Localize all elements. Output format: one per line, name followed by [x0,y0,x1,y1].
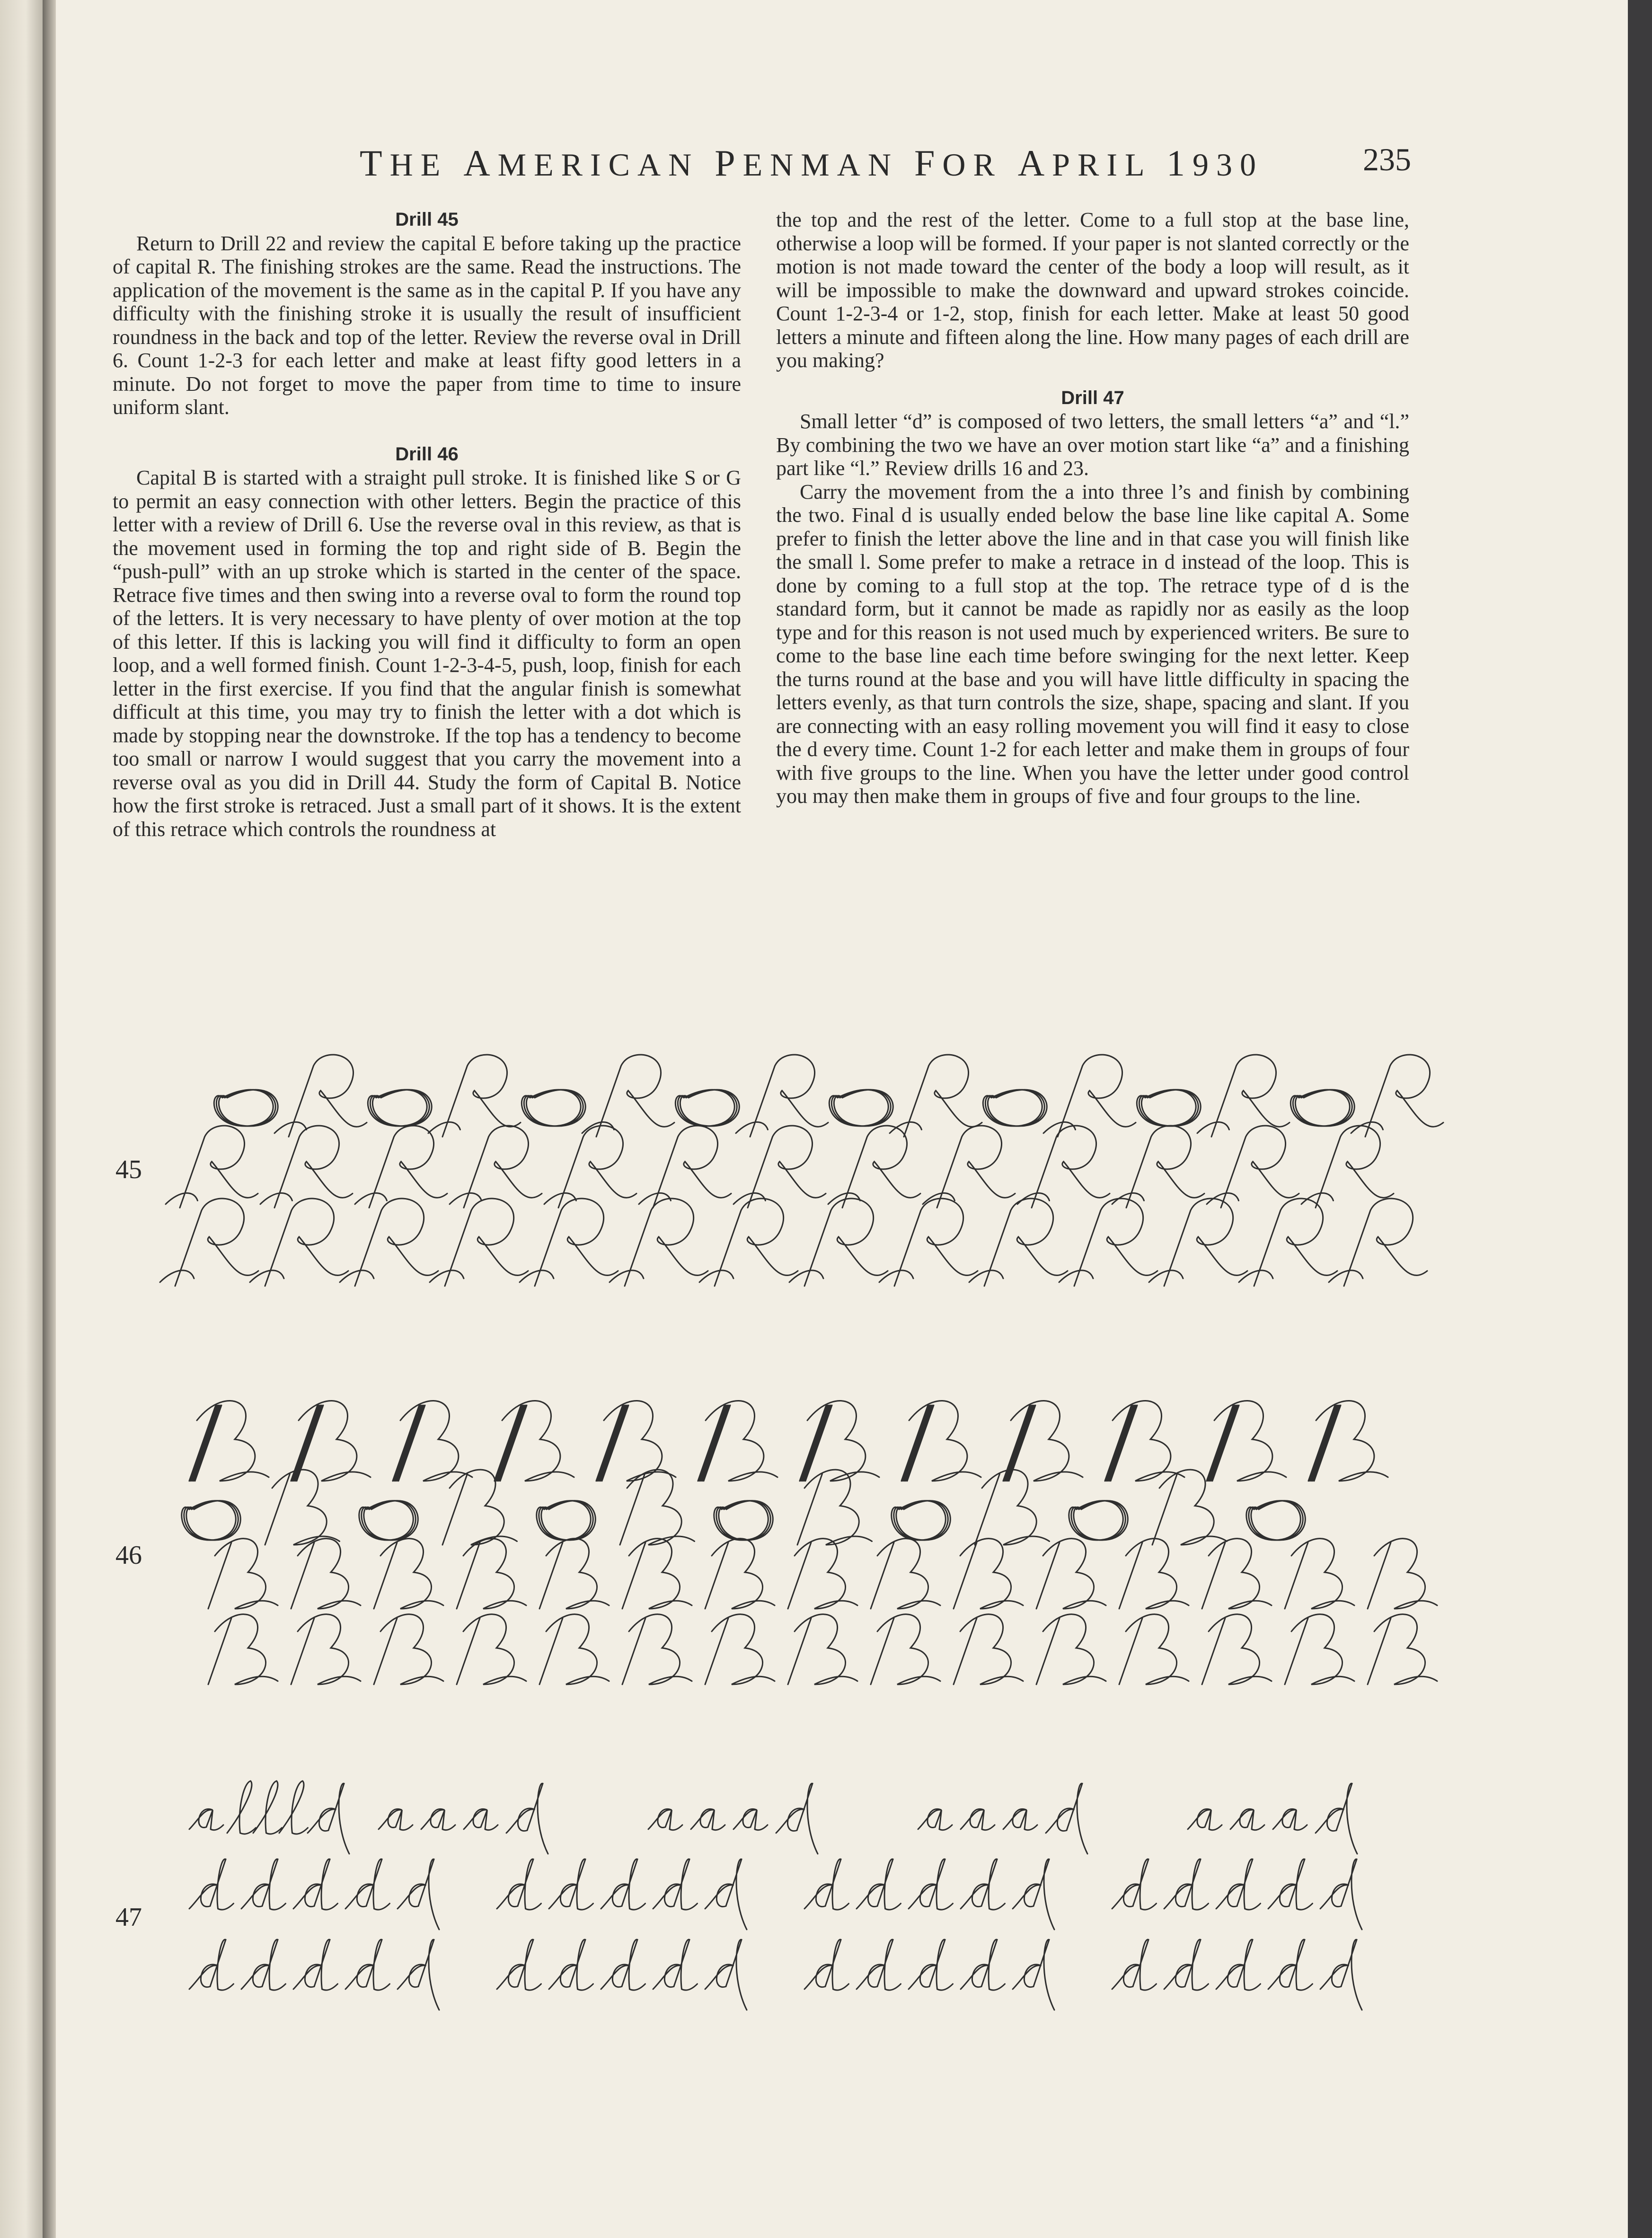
reverse-oval-7 [1290,1090,1354,1126]
small-d-row2-g0-0 [189,1859,234,1910]
capital-r-row3-12 [1239,1198,1337,1286]
capital-r-row3-5 [610,1198,708,1286]
capital-b-row4-11 [1119,1614,1189,1684]
small-d-row3-g3-3 [1268,1939,1313,1990]
small-d-row2-g0-1 [241,1859,286,1910]
small-d-row3-g0-0 [189,1939,234,1990]
capital-b-row3-0 [208,1539,278,1609]
capital-b-row3-4 [539,1539,609,1609]
capital-r-row2-8 [923,1126,1015,1207]
capital-r-row3-7 [789,1198,888,1286]
capital-b-pushpull-5-retrace [698,1405,730,1481]
capital-b-pushpull-3-retrace [495,1405,527,1481]
small-d-row2-g2-0 [804,1859,849,1910]
capital-r-row1-4 [890,1055,982,1137]
capital-b-row3-11 [1119,1539,1189,1609]
capital-b-row4-3 [457,1614,526,1684]
capital-r-row3-4 [520,1198,618,1286]
small-d-row3-g3-1 [1164,1939,1209,1990]
capital-b-row3-2 [374,1539,443,1609]
final-d-row2-g3 [1320,1859,1362,1930]
small-a-group2-0 [918,1809,952,1830]
capital-b-row4-14 [1368,1614,1437,1684]
small-d-row2-g0-2 [293,1859,338,1910]
capital-b-row4-2 [374,1614,443,1684]
capital-b-pushpull-5 [698,1401,777,1481]
final-d-row2-g0 [398,1859,439,1930]
final-d-row3-g0 [398,1939,439,2010]
reverse-oval-b-6 [1246,1501,1306,1540]
capital-b-pushpull-3 [495,1401,574,1481]
small-a-group3-0 [1188,1809,1222,1830]
capital-r-row1-7 [1351,1055,1443,1137]
final-d-row3-g3 [1320,1939,1362,2010]
capital-r-row3-13 [1329,1198,1427,1286]
capital-r-row2-7 [828,1126,920,1207]
capital-r-row1-1 [428,1055,521,1137]
drill-45-text: Return to Drill 22 and review the capital E before taking up the practice of capital R. The finishing strokes are the same. Read the instructions. The application of the movement is the same as in the capital P. If you have any difficulty with the finishing stroke it is usually the result of insufficient roundness in the back and top of the letter. Review the reverse oval in Drill 6. Count 1-2-3 for each letter and make at least fifty good letters in a minute. Do not forget to move the paper from time to time to insure uniform slant. [113,231,741,419]
capital-r-row3-10 [1059,1198,1157,1286]
capital-r-row2-11 [1207,1126,1299,1207]
capital-b-pushpull-7-retrace [901,1405,934,1481]
capital-b-row3-8 [871,1539,940,1609]
capital-r-row1-6 [1197,1055,1290,1137]
reverse-oval-b-3 [714,1501,773,1540]
small-a-group0-0 [379,1809,413,1830]
capital-r-row2-3 [450,1126,542,1207]
drill-47-paragraph-1: Small letter “d” is composed of two letters, the small letters “a” and “l.” By combining the two we have an over motion start like “a” and a finishing part like “l.” Review drills 16 and 23. [776,410,1409,480]
capital-r-row3-2 [340,1198,438,1286]
capital-b-oval-row-1 [442,1470,517,1545]
capital-b-row4-9 [954,1614,1023,1684]
small-d-row3-g2-0 [804,1939,849,1990]
small-d-row2-g2-1 [857,1859,901,1910]
reverse-oval-b-1 [359,1501,418,1540]
drill-45-heading: Drill 45 [395,209,459,230]
final-d-row2-g1 [705,1859,747,1930]
plate-label-47: 47 [115,1903,142,1932]
capital-r-row2-10 [1112,1126,1204,1207]
small-d-row3-g1-3 [653,1939,698,1990]
capital-b-pushpull-11-retrace [1308,1405,1341,1481]
small-d-row2-g3-3 [1268,1859,1313,1910]
capital-r-row3-3 [430,1198,528,1286]
small-a-group0-1 [421,1809,455,1830]
reverse-oval-2 [521,1090,585,1126]
capital-b-pushpull-7 [901,1401,981,1481]
small-d-row2-g3-2 [1216,1859,1261,1910]
final-d-row3-g2 [1013,1939,1054,2010]
capital-b-row3-9 [954,1539,1023,1609]
capital-b-row4-12 [1202,1614,1272,1684]
capital-b-row3-1 [291,1539,361,1609]
capital-b-row4-8 [871,1614,940,1684]
capital-r-row3-0 [160,1198,258,1286]
capital-b-row4-13 [1285,1614,1354,1684]
capital-b-oval-row-5 [1152,1470,1227,1545]
capital-b-row3-12 [1202,1539,1272,1609]
reverse-oval-3 [675,1090,739,1126]
final-d-lead [308,1783,349,1854]
capital-b-pushpull-4-retrace [596,1405,628,1481]
final-d-group2 [1046,1783,1087,1854]
page-number: 235 [1363,141,1411,177]
small-a-group0-2 [464,1809,498,1830]
small-d-row3-g2-3 [961,1939,1005,1990]
small-d-row3-g1-1 [549,1939,593,1990]
capital-r-row1-0 [274,1055,367,1137]
reverse-oval-b-0 [182,1501,241,1540]
small-a-lead [189,1809,223,1830]
small-a-group3-2 [1273,1809,1307,1830]
capital-b-row4-7 [788,1614,857,1684]
capital-b-row4-4 [539,1614,609,1684]
capital-b-pushpull-10 [1207,1401,1286,1481]
capital-r-row3-9 [969,1198,1068,1286]
capital-b-row3-14 [1368,1539,1437,1609]
reverse-oval-1 [368,1090,432,1126]
small-d-row3-g0-1 [241,1939,286,1990]
capital-r-row3-8 [879,1198,978,1286]
capital-r-row3-6 [699,1198,798,1286]
capital-r-row2-6 [733,1126,826,1207]
capital-r-row1-5 [1043,1055,1136,1137]
small-d-row2-g0-3 [345,1859,390,1910]
small-d-row2-g2-2 [909,1859,953,1910]
capital-b-pushpull-6-retrace [800,1405,832,1481]
capital-b-row4-1 [291,1614,361,1684]
plate-label-45: 45 [115,1155,142,1184]
final-d-group3 [1316,1783,1357,1854]
final-d-group0 [506,1783,548,1854]
capital-b-row3-3 [457,1539,526,1609]
reverse-oval-5 [983,1090,1047,1126]
capital-b-row4-6 [705,1614,775,1684]
drill-47-paragraph-2: Carry the movement from the a into three l’s and finish by combining the two. Final d is usually ended below the base line like capital A. Some prefer to finish the letter above the line and in that case you will finish like the small l. Some prefer to make a retrace in d instead of the loop. This is done by coming to a full stop at the top. The retrace type of d is the standard form, but it cannot be made as rapidly nor as easily as the loop type and for this reason is not used much by experienced writers. Be sure to come to the base line each time before swinging for the next letter. Keep the turns round at the base and you will have little difficulty in spacing the letters evenly, as that turn controls the size, shape, spacing and slant. If you are connecting with an easy rolling movement you will find it easy to close the d every time. Count 1-2 for each letter and make them in groups of four with five groups to the line. When you have the letter under good control you may then make them in groups of five and four groups to the line. [776,480,1409,808]
small-a-group3-1 [1230,1809,1264,1830]
capital-r-row3-11 [1149,1198,1247,1286]
small-d-row3-g0-3 [345,1939,390,1990]
capital-r-row3-1 [250,1198,348,1286]
capital-b-row3-6 [705,1539,775,1609]
small-d-row3-g2-1 [857,1939,901,1990]
reverse-oval-6 [1137,1090,1201,1126]
capital-r-row2-2 [355,1126,447,1207]
small-d-row3-g0-2 [293,1939,338,1990]
small-l-1 [253,1781,282,1834]
reverse-oval-4 [829,1090,893,1126]
capital-b-pushpull-0 [189,1401,269,1481]
small-d-row3-g3-2 [1216,1939,1261,1990]
drill-46-text: Capital B is started with a straight pull stroke. It is finished like S or G to permit an easy connection with other letters. Begin the practice of this letter with a review of Drill 6. Use the reverse oval in this review, as that is the movement used in forming the top and right side of B. Begin the “push-pull” with an up stroke which is started in the center of the space. Retrace five times and then swing into a reverse oval to form the round top of the letters. It is very necessary to have plenty of over motion at the top of this letter. If this is lacking you will find it difficulty to form an open loop, and a well formed finish. Count 1-2-3-4-5, push, loop, finish for each letter in the first exercise. If you find that the angular finish is somewhat difficult at this time, you may try to finish the letter with a dot which is made by stopping near the downstroke. If the top has a tendency to become too small or narrow I would suggest that you carry the movement into a reverse oval as you did in Drill 44. Study the form of Capital B. Notice how the first stroke is retraced. Just a small part of it shows. It is the extent of this retrace which controls the roundness at [113,466,741,841]
capital-r-row2-9 [1017,1126,1110,1207]
reverse-oval-b-5 [1069,1501,1128,1540]
capital-b-pushpull-11 [1308,1401,1388,1481]
capital-b-pushpull-2 [393,1401,472,1481]
small-d-row2-g1-2 [601,1859,645,1910]
capital-b-pushpull-4 [596,1401,676,1481]
drill-46-heading: Drill 46 [395,443,459,465]
small-d-row2-g3-0 [1112,1859,1157,1910]
small-d-row3-g1-0 [497,1939,541,1990]
small-a-group2-2 [1003,1809,1037,1830]
running-header: THE AMERICAN PENMAN FOR APRIL 1930 [360,142,1263,184]
small-l-2 [279,1781,308,1834]
drill-46-continued-text: the top and the rest of the letter. Come to a full stop at the base line, otherwise a loop will be formed. If your paper is not slanted correctly or the motion is not made toward the center of the body a loop will result, as it will be impossible to make the downward and upward strokes coincide. Count 1-2-3-4 or 1-2, stop, finish for each letter. Make at least 50 good letters a minute and fifteen along the line. How many pages of each drill are you making? [776,208,1409,372]
small-d-row3-g3-0 [1112,1939,1157,1990]
small-d-row2-g3-1 [1164,1859,1209,1910]
final-d-row3-g1 [705,1939,747,2010]
capital-b-row3-10 [1036,1539,1106,1609]
capital-b-pushpull-10-retrace [1207,1405,1239,1481]
capital-b-row4-0 [208,1614,278,1684]
small-a-group1-1 [691,1809,725,1830]
capital-r-row2-12 [1301,1126,1394,1207]
capital-b-pushpull-8 [1003,1401,1083,1481]
capital-b-row3-13 [1285,1539,1354,1609]
capital-b-row4-5 [622,1614,692,1684]
capital-r-row2-0 [166,1126,258,1207]
capital-r-row1-2 [582,1055,674,1137]
capital-b-row3-7 [788,1539,857,1609]
final-d-group1 [776,1783,818,1854]
capital-r-row2-4 [544,1126,636,1207]
reverse-oval-0 [214,1090,278,1126]
capital-r-row2-1 [260,1126,353,1207]
capital-r-row1-3 [736,1055,828,1137]
capital-b-pushpull-6 [800,1401,879,1481]
capital-b-row3-5 [622,1539,692,1609]
capital-b-pushpull-0-retrace [189,1405,221,1481]
small-a-group1-0 [648,1809,682,1830]
reverse-oval-b-4 [892,1501,951,1540]
small-d-row2-g1-3 [653,1859,698,1910]
capital-r-row2-5 [639,1126,731,1207]
small-d-row2-g1-1 [549,1859,593,1910]
capital-b-pushpull-9 [1105,1401,1184,1481]
capital-b-row4-10 [1036,1614,1106,1684]
drill-47-heading: Drill 47 [1061,387,1124,408]
small-d-row2-g2-3 [961,1859,1005,1910]
capital-b-pushpull-9-retrace [1105,1405,1137,1481]
small-d-row3-g1-2 [601,1939,645,1990]
small-a-group1-2 [733,1809,768,1830]
small-d-row2-g1-0 [497,1859,541,1910]
small-l-0 [227,1781,256,1834]
reverse-oval-b-2 [537,1501,596,1540]
small-a-group2-1 [961,1809,995,1830]
plate-label-46: 46 [115,1541,142,1570]
final-d-row2-g2 [1013,1859,1054,1930]
small-d-row3-g2-2 [909,1939,953,1990]
capital-b-pushpull-2-retrace [393,1405,425,1481]
